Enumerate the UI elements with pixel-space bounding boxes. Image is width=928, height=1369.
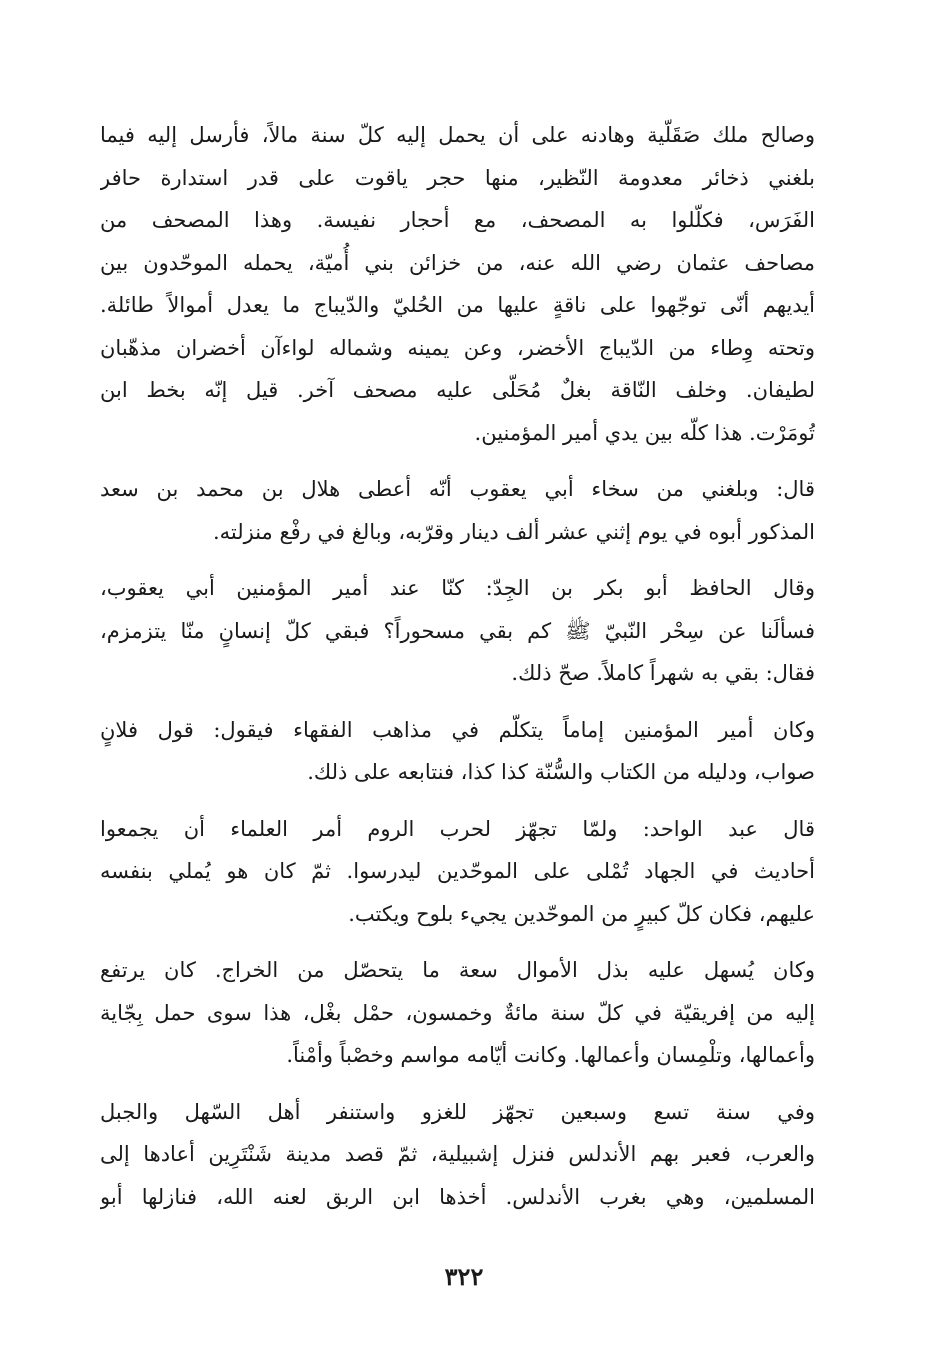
text-line: الفَرَس، فكلّلوا به المصحف، مع أحجار نفيسة. وهذا المصحف من: [100, 208, 815, 232]
text-line: مصاحف عثمان رضي الله عنه، من خزائن بني أُميّة، يحمله الموحّدون بين: [100, 250, 815, 275]
text-line: فسألَنا عن سِحْر النّبيّ ﷺ كم بقي مسحوراً؟ فبقي كلّ إنسانٍ منّا يتزمزم،: [100, 618, 815, 643]
text-line: وصالح ملك صَقَلّية وهادنه على أن يحمل إليه كلّ سنة مالاً، فأرسل إليه فيما: [100, 123, 815, 147]
paragraph-5: [100, 808, 815, 936]
paragraph-4: [100, 709, 815, 794]
paragraph-7: [100, 1091, 815, 1219]
paragraph-6: [100, 949, 815, 1077]
text-line: وقال الحافظ أبو بكر بن الجِدّ: كنّا عند أمير المؤمنين أبي يعقوب،: [100, 576, 815, 600]
paragraph-gap: [100, 935, 815, 949]
paragraph-gap: [100, 695, 815, 709]
text-line: أحاديث في الجهاد تُمْلى على الموحّدين ليدرسوا. ثمّ كان هو يُملي بنفسه: [100, 859, 815, 883]
text-line: المذكور أبوه في يوم إثني عشر ألف دينار وقرّبه، وبالغ في رفْع منزلته.: [212, 519, 815, 544]
paragraph-3: [100, 567, 815, 695]
text-line: وكان يُسهل عليه بذل الأموال سعة ما يتحصّل من الخراج. كان يرتفع: [100, 958, 815, 982]
text-line: وتحته وِطاء من الدّيباج الأخضر، وعن يمينه وشماله لواءآن أخضران مذهّبان: [100, 335, 815, 360]
text-line: وفي سنة تسع وسبعين تجهّز للغزو واستنفر أهل السّهل والجبل: [100, 1099, 815, 1124]
page-number: ٣٢٢: [444, 1262, 484, 1291]
text-line: بلغني ذخائر معدومة النّظير، منها حجر ياقوت على قدر استدارة حافر: [100, 165, 815, 190]
text-line: والعرب، فعبر بهم الأندلس فنزل إشبيلية، ثمّ قصد مدينة شَنْتَرِين أعادها إلى: [100, 1142, 815, 1166]
text-line: تُومَرْت. هذا كلّه بين يدي أمير المؤمنين.: [474, 420, 815, 445]
text-line: إليه من إفريقيّة في كلّ سنة مائةٌ وخمسون، حمْل بغْل، هذا سوى حمل بِجّاية: [100, 1000, 815, 1025]
text-line: عليهم، فكان كلّ كبيرٍ من الموحّدين يجيء بلوح ويكتب.: [348, 901, 815, 926]
text-line: صواب، ودليله من الكتاب والسُّنّة كذا كذا، فنتابعه على ذلك.: [307, 760, 815, 784]
paragraph-gap: [100, 553, 815, 567]
text-line: قال: وبلغني من سخاء أبي يعقوب أنّه أعطى هلال بن محمد بن سعد: [100, 477, 815, 501]
text-line: وأعمالها، وتلْمِسان وأعمالها. وكانت أيّامه مواسم وخصْباً وأمْناً.: [286, 1043, 815, 1067]
paragraph-gap: [100, 794, 815, 808]
text-line: المسلمين، وهي بغرب الأندلس. أخذها ابن الربق لعنه الله، فنازلها أبو: [100, 1184, 815, 1209]
text-line: قال عبد الواحد: ولمّا تجهّز لحرب الروم أمر العلماء أن يجمعوا: [100, 816, 815, 841]
paragraph-2: [100, 468, 815, 553]
text-line: أيديهم أنّى توجّهوا على ناقةٍ عليها من الحُليّ والدّيباج ما يعدل أموالاً طائلة.: [100, 293, 815, 317]
paragraph-gap: [100, 454, 815, 468]
paragraph-1: [100, 114, 815, 454]
paragraph-gap: [100, 1077, 815, 1091]
text-line: لطيفان. وخلف النّاقة بغلٌ مُحَلّى عليه مصحف آخر. قيل إنّه بخط ابن: [100, 378, 815, 402]
text-line: وكان أمير المؤمنين إماماً يتكلّم في مذاهب الفقهاء فيقول: قول فلانٍ: [100, 717, 815, 742]
body-text: [100, 114, 815, 1218]
text-line: فقال: بقي به شهراً كاملاً. صحّ ذلك.: [511, 661, 815, 685]
